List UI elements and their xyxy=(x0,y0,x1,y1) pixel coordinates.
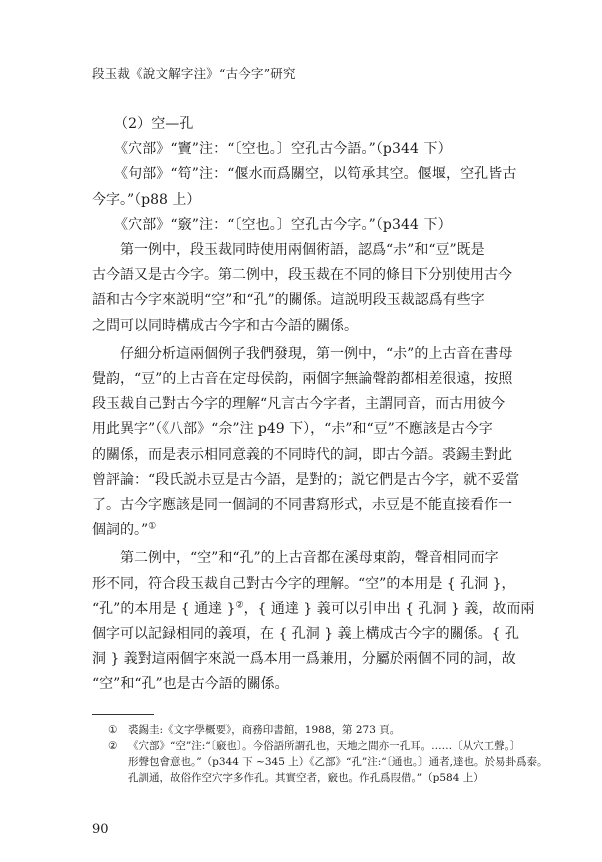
footnote-ref[interactable]: ① xyxy=(148,521,157,532)
footnote-ref[interactable]: ② xyxy=(235,600,244,611)
footnote-number: ① xyxy=(108,724,118,736)
footnote-text: 形聲包會意也。”（p344 下 ~345 上）《乙部》“孔”注:“〔通也。〕通者,達也。於易卦爲泰。 xyxy=(128,756,548,768)
paragraph-line xyxy=(92,518,512,543)
footnote-text: 裘錫圭:《文字學概要》，商務印書館，1988，第 273 頁。 xyxy=(128,724,401,736)
paragraph-line: “空”和“孔”也是古今語的關係。 xyxy=(92,676,289,693)
paragraph-line: 用此異字”（《八部》“佘”注 p49 下），“尗”和“豆”不應該是古今字 xyxy=(92,421,493,438)
quote-line: 今字。”（p88 上） xyxy=(92,191,201,208)
paragraph-line: 個字可以記録相同的義項，在 { 孔洞 } 義上構成古今字的關係。{ 孔 xyxy=(92,626,519,643)
paragraph-line: 曾評論：“段氏説尗豆是古今語，是對的；説它們是古今字，就不妥當 xyxy=(92,471,520,488)
paragraph-line: 了。古今字應該是同一個詞的不同書寫形式，尗豆是不能直接看作一 xyxy=(92,497,512,514)
footnote-divider xyxy=(92,714,154,715)
paragraph-line: 段玉裁自己對古今字的理解“凡言古今字者，主謂同音，而古用彼今 xyxy=(92,396,506,413)
footnote-number: ② xyxy=(108,740,118,752)
quote-line: 《穴部》“竅”注：“〔空也。〕空孔古今字。”（p344 下） xyxy=(114,216,452,233)
paragraph-line: 第一例中，段玉裁同時使用兩個術語，認爲“尗”和“豆”既是 xyxy=(120,242,485,259)
paragraph-line-text: 個詞的。” xyxy=(92,522,149,539)
paragraph-line: 第二例中，“空”和“孔”的上古音都在溪母東韵，聲音相同而字 xyxy=(120,550,499,567)
paragraph-line xyxy=(92,597,535,622)
paragraph-line-text: ，{ 通達 } 義可以引申出 { 孔洞 } 義，故而兩 xyxy=(243,600,535,617)
paragraph-line: 覺韵，“豆”的上古音在定母侯韵，兩個字無論聲韵都相差很遠，按照 xyxy=(92,371,513,388)
footnote-text: 孔訓通，故俗作空穴字多作孔。其實空者，竅也。作孔爲叚借。”（p584 上） xyxy=(128,772,484,784)
paragraph-line: 語和古今字來説明“空”和“孔”的關係。這説明段玉裁認爲有些字 xyxy=(92,292,485,309)
paragraph-line: 古今語又是古今字。第二例中，段玉裁在不同的條目下分别使用古今 xyxy=(92,267,512,284)
footnote-text: 《穴部》“空”注:“〔竅也〕。今俗語所謂孔也，天地之間亦一孔耳。……〔从穴工聲。〕 xyxy=(128,740,521,752)
page-number: 90 xyxy=(92,822,109,837)
paragraph-line: 仔細分析這兩個例子我們發現，第一例中，“尗”的上古音在書母 xyxy=(120,345,513,362)
quote-line: 《句部》“笱”注：“偃水而爲關空，以笱承其空。偃堰，空孔皆古 xyxy=(114,166,517,183)
running-head: 段玉裁《說文解字注》“古今字”研究 xyxy=(92,66,296,81)
paragraph-line-text: “孔”的本用是 { 通達 } xyxy=(92,600,236,617)
footnotes xyxy=(92,722,548,786)
paragraph-line: 形不同，符合段玉裁自己對古今字的理解。“空”的本用是 { 孔洞 }， xyxy=(92,575,516,592)
subheading: （2）空—孔 xyxy=(114,116,194,132)
paragraph-line: 之問可以同時構成古今字和古今語的關係。 xyxy=(92,317,358,334)
footnote xyxy=(92,738,522,754)
footnote xyxy=(92,722,522,738)
paragraph-line: 洞 } 義對這兩個字來説一爲本用一爲兼用，分屬於兩個不同的詞，故 xyxy=(92,651,516,668)
paragraph-line: 的關係，而是表示相同意義的不同時代的詞，即古今語。裘錫圭對此 xyxy=(92,446,512,463)
quote-line: 《穴部》“竇”注：“〔空也。〕空孔古今語。”（p344 下） xyxy=(114,141,452,158)
main-text xyxy=(92,112,535,698)
